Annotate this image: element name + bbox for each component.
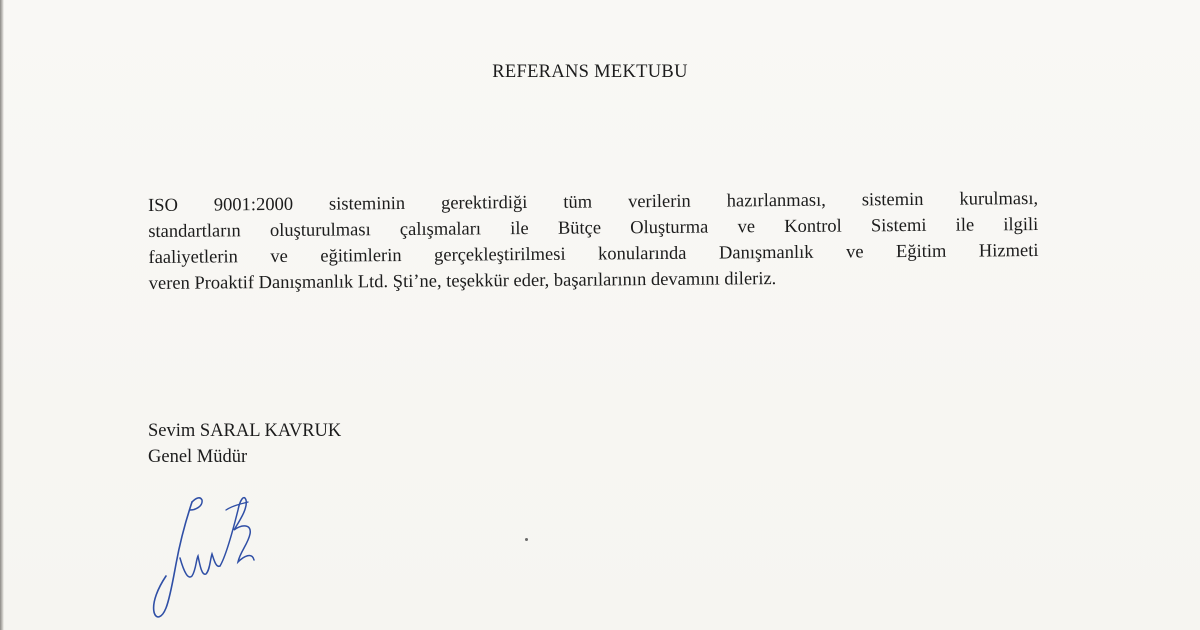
signatory-block [148, 418, 341, 470]
scan-speck [525, 538, 528, 541]
scan-edge-shadow [0, 0, 4, 630]
body-line: veren Proaktif Danışmanlık Ltd. Şti’ne, teşekkür eder, başarılarının devamını dileriz. [148, 269, 777, 294]
signatory-position: Genel Müdür [148, 447, 248, 467]
letter-title: REFERANS MEKTUBU [492, 62, 688, 82]
body-line: ISO 9001:2000 sisteminin gerektirdiği tüm verilerin hazırlanması, sistemin kurulması, [148, 189, 1039, 216]
body-line: faaliyetlerin ve eğitimlerin gerçekleştirilmesi konularında Danışmanlık ve Eğitim Hizmeti [148, 241, 1039, 268]
letter-body [148, 186, 1039, 297]
signatory-name: Sevim SARAL KAVRUK [148, 421, 342, 441]
handwritten-signature [140, 480, 270, 630]
body-line: standartların oluşturulması çalışmaları ile Bütçe Oluşturma ve Kontrol Sistemi ile ilgili [148, 215, 1039, 242]
